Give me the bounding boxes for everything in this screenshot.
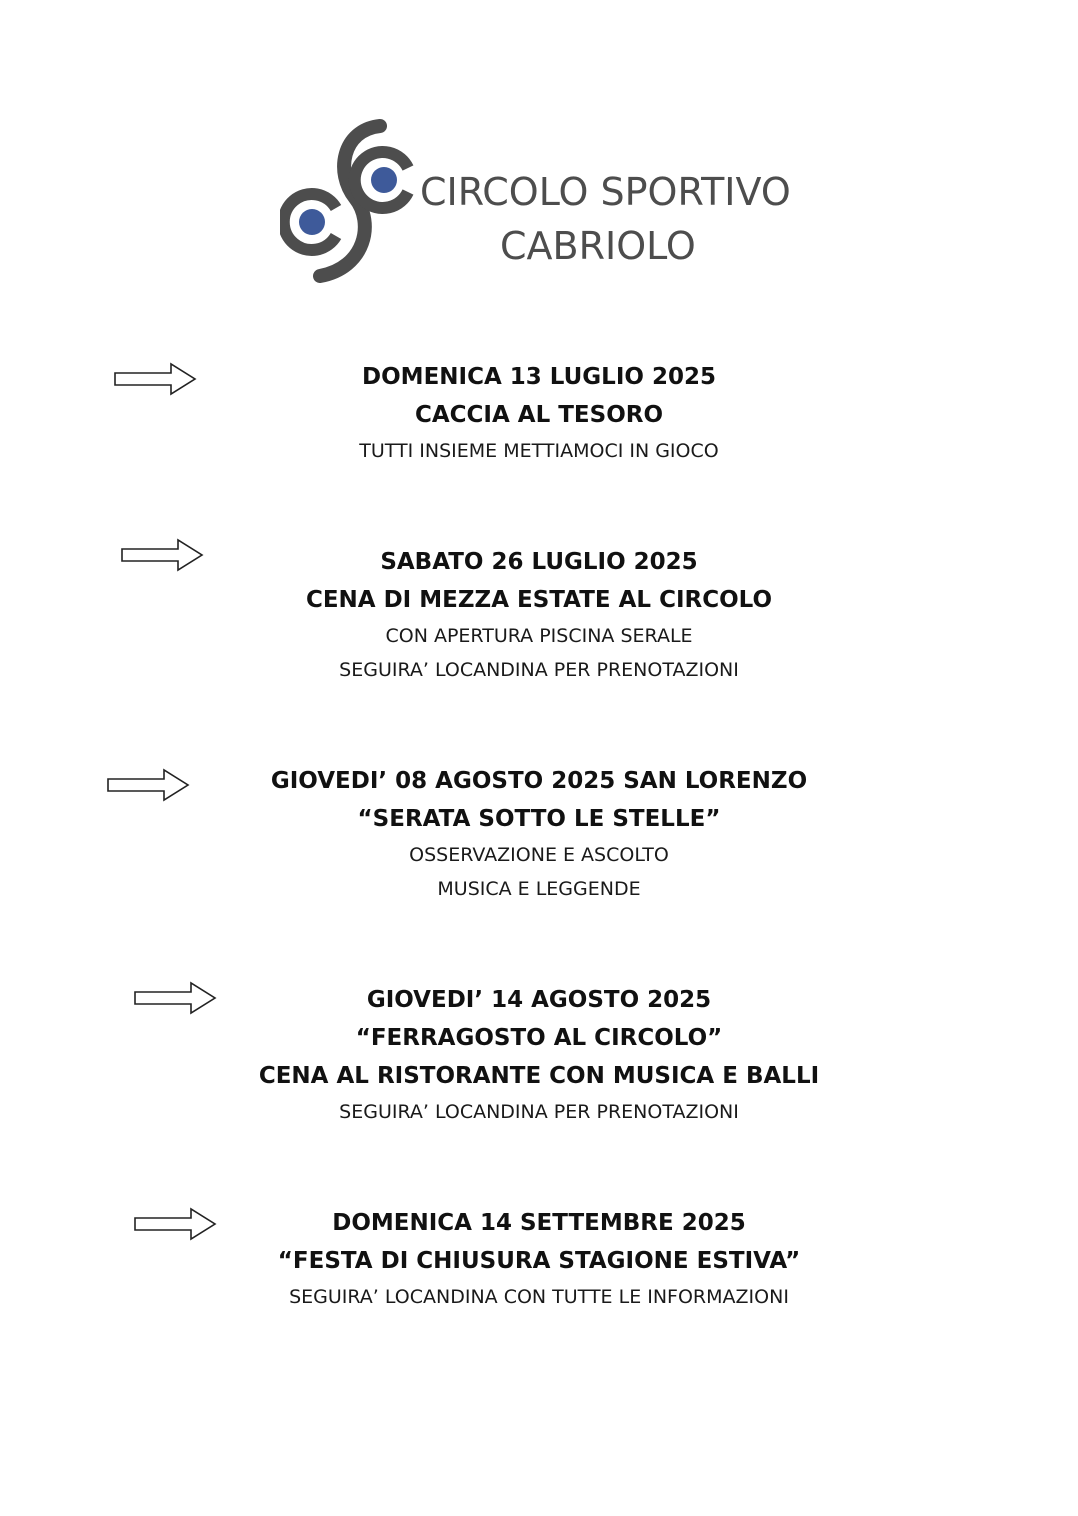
event-item	[0, 981, 1078, 1129]
event-subtitle-line: OSSERVAZIONE E ASCOLTO	[409, 844, 669, 866]
club-logo-mark-icon	[280, 118, 420, 283]
event-title-line: “FESTA DI CHIUSURA STAGIONE ESTIVA”	[277, 1248, 801, 1274]
event-item	[0, 358, 1078, 468]
event-title-line: CACCIA AL TESORO	[414, 402, 664, 428]
event-subtitle-line: CON APERTURA PISCINA SERALE	[385, 625, 693, 647]
event-title-line: DOMENICA 14 SETTEMBRE 2025	[332, 1210, 746, 1236]
event-subtitle-line: TUTTI INSIEME METTIAMOCI IN GIOCO	[359, 440, 719, 462]
event-title-line: GIOVEDI’ 08 AGOSTO 2025 SAN LORENZO	[270, 768, 808, 794]
event-title-line: GIOVEDI’ 14 AGOSTO 2025	[366, 987, 712, 1013]
club-name-line2: CABRIOLO	[500, 224, 696, 268]
event-title-line: CENA DI MEZZA ESTATE AL CIRCOLO	[305, 587, 773, 613]
event-title-line: DOMENICA 13 LUGLIO 2025	[362, 364, 716, 390]
club-logo	[280, 118, 810, 283]
event-subtitle-line: SEGUIRA’ LOCANDINA PER PRENOTAZIONI	[339, 659, 739, 681]
event-item	[0, 543, 1078, 687]
event-title-line: SABATO 26 LUGLIO 2025	[380, 549, 698, 575]
event-item	[0, 1204, 1078, 1314]
event-subtitle-line: SEGUIRA’ LOCANDINA CON TUTTE LE INFORMAZIONI	[289, 1286, 789, 1308]
event-subtitle-line: SEGUIRA’ LOCANDINA PER PRENOTAZIONI	[339, 1101, 739, 1123]
event-title-line: “SERATA SOTTO LE STELLE”	[357, 806, 721, 832]
event-item	[0, 762, 1078, 906]
club-name-line1: CIRCOLO SPORTIVO	[420, 170, 791, 214]
event-title-line: CENA AL RISTORANTE CON MUSICA E BALLI	[258, 1063, 820, 1089]
event-subtitle-line: MUSICA E LEGGENDE	[437, 878, 641, 900]
event-title-line: “FERRAGOSTO AL CIRCOLO”	[355, 1025, 723, 1051]
